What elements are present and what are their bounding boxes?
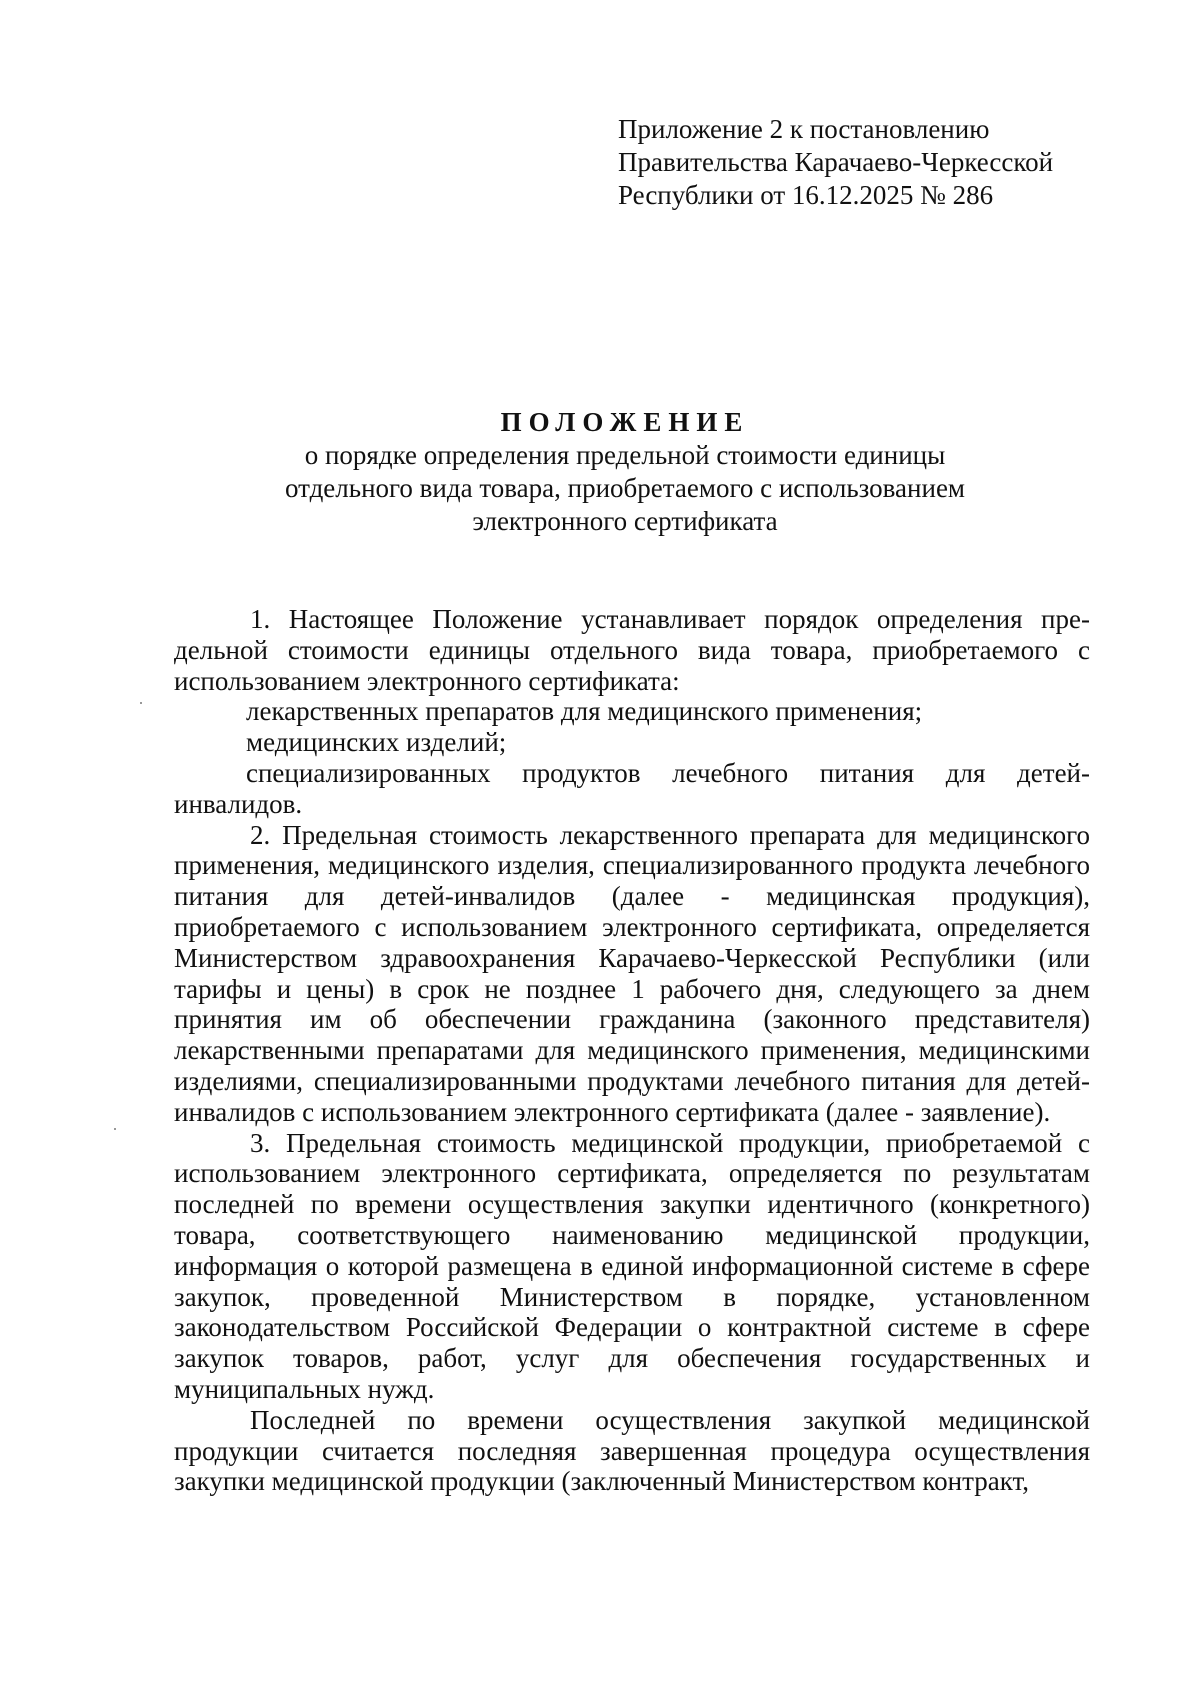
appendix-line-1: Приложение 2 к постановлению xyxy=(618,114,990,144)
list-item-3: специализированных продуктов лечебного питания для детей-инвалидов. xyxy=(174,757,1090,819)
appendix-line-2: Правительства Карачаево-Черкесской xyxy=(618,147,1054,177)
paragraph-2: 2. Предельная стоимость лекарственного препарата для медицинского применения, медицинского изделия, специализированного продукта лечебного питания для детей-инвалидов (далее - медицинская продукция), приобретаемого с использованием электронного сертификата, определяется Министерством здравоохранения Карачаево-Черкесской Республики (или тарифы и цены) в срок не позднее 1 рабочего дня, следующего за днем принятия им об обеспечении гражданина (законного представителя) лекарственными препаратами для медицинского применения, медицинскими изделиями, специализированными продуктами лечебного питания для детей-инвалидов с использованием электронного сертификата (далее - заявление). xyxy=(174,819,1090,1127)
subtitle-line-1: о порядке определения предельной стоимости единицы xyxy=(304,440,946,470)
paragraph-4: Последней по времени осуществления закупкой медицинской продукции считается последняя завершенная процедура осуществления закупки медицинской продукции (заключенный Министерством контракт, xyxy=(174,1404,1090,1497)
subtitle-line-2: отдельного вида товара, приобретаемого с использованием xyxy=(284,473,966,503)
document-heading xyxy=(160,405,1090,538)
appendix-line-3: Республики от 16.12.2025 № 286 xyxy=(618,180,994,210)
document-body xyxy=(174,604,1090,1497)
scan-speck xyxy=(140,702,142,704)
list-item-1: лекарственных препаратов для медицинского применения; xyxy=(246,696,923,727)
paragraph-1: 1. Настоящее Положение устанавливает порядок определения предельной стоимости единицы отдельного вида товара, приобретаемого с использованием электронного сертификата: xyxy=(174,604,1090,696)
document-subtitle xyxy=(160,439,1090,538)
appendix-reference xyxy=(618,113,1138,212)
scan-speck xyxy=(114,1128,116,1130)
paragraph-3: 3. Предельная стоимость медицинской продукции, приобретаемой с использованием электронного сертификата, определяется по результатам последней по времени осуществления закупки идентичного (конкретного) товара, соответствующего наименованию медицинской продукции, информация о которой размещена в единой информационной системе в сфере закупок, проведенной Министерством в порядке, установленном законодательством Российской Федерации о контрактной системе в сфере закупок товаров, работ, услуг для обеспечения государственных и муниципальных нужд. xyxy=(174,1127,1090,1404)
subtitle-line-3: электронного сертификата xyxy=(472,506,778,536)
list-item-2: медицинских изделий; xyxy=(246,727,507,758)
document-title: ПОЛОЖЕНИЕ xyxy=(500,407,750,437)
